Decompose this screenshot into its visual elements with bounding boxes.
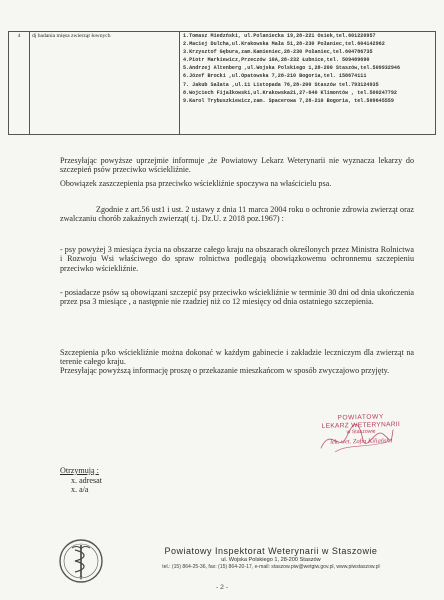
recipients-title: Otrzymują : xyxy=(60,466,99,475)
owners-table xyxy=(8,31,436,135)
veterinary-caduceus-logo-icon xyxy=(58,538,104,584)
list-item: 4.Piotr Markiewicz,Przeczów 10A,28-232 Łubnice,tel. 509489690 xyxy=(183,57,370,64)
table-row xyxy=(9,32,436,135)
list-item: 8.Wojciech Fijałkowski,ul.Krakowska21,27-640 Klimontów , tel.500247792 xyxy=(183,89,397,96)
recipient-item: x. adresat xyxy=(71,475,103,485)
list-item: 3.Krzysztof Gębura,zam.Kamieniec,28-230 Połaniec,tel.604786735 xyxy=(183,49,373,56)
svg-text:V: V xyxy=(79,575,83,581)
paragraph-obligation: Obowiązek zaszczepienia psa przeciwko wściekliźnie spoczywa na właścicielu psa. xyxy=(60,179,332,188)
footer-title: Powiatowy Inspektorat Weterynarii w Staszowie xyxy=(164,546,378,556)
stamp-line-place: w Staszowie xyxy=(346,428,376,436)
stamp-line-title: POWIATOWY xyxy=(337,413,385,422)
recipients-list xyxy=(60,466,102,495)
recipient-item: x. a/a xyxy=(71,485,89,495)
list-item: 7. Jakub Sałata ,ul.11 Listopada 76,28-200 Staszów tel.793124935 xyxy=(183,81,379,88)
list-item: 1.Tomasz Miedzński, ul.Polaniecka 19,28-221 Osiek,tel.601220957 xyxy=(183,33,376,39)
stamp-line-office: LEKARZ WETERYNARII xyxy=(321,420,401,430)
handwritten-signature xyxy=(317,418,395,460)
row-description: dj badania mięsa zwierząt łownych xyxy=(30,32,180,135)
row-number: 4 xyxy=(9,32,30,135)
paragraph-rule-age: - psy powyżej 3 miesiąca życia na obszarze całego kraju na obszarach określonych przez Ministra Rolnictwa i Rozwoju Wsi właściwego do spraw rolnictwa podlegają obowiązkowemu ochronnemu szczepieniu przeciwko wściekliźnie. xyxy=(60,245,414,273)
legal-basis-text: Zgodnie z art.56 ust1 i ust. 2 ustawy z dnia 11 marca 2004 roku o ochronie zdrowia zwierząt oraz zwalczaniu chorób zakaźnych zwierząt( t.j. Dz.U. z 2018 poz.1967) : xyxy=(60,205,414,224)
page-number: - 2 - xyxy=(215,584,229,591)
footer-contact: tel.: (15) 864-25-36, fax: (15) 864-20-17, e-mail: staszow.piw@wetgiw.gov.pl, www.piwstaszow.pl xyxy=(162,564,380,571)
paragraph-rule-schedule: - posiadacze psów są obowiązani szczepić psy przeciwko wściekliźnie w terminie 30 dni od dnia ukończenia przez psa 3 miesiące , a następnie nie rzadziej niż co 12 miesięcy od dnia ostatniego szczepienia. xyxy=(60,288,414,307)
list-item: 2.Maciej Dulcha,ul.Krakowska Mała 51,28-230 Połaniec,tel.604142962 xyxy=(183,41,385,48)
list-item: 5.Andrzej Altenberg ,ul.Wojska Polskiego 1,28-200 Staszów,tel.509932946 xyxy=(183,65,401,72)
footer-address: ul. Wojska Polskiego 1, 28-200 Staszów xyxy=(221,557,321,563)
paragraph-closing: Przesyłając powyższą informację proszę o przekazanie mieszkańcom w sposób zwyczajowo przyjęty. xyxy=(60,366,390,375)
paragraph-legal-basis xyxy=(60,205,414,224)
list-item: 9.Karol Trybuszkiewicz,zam. Spacerowa 7,28-210 Bogoria, tel.509645559 xyxy=(183,97,394,104)
paragraph-intro: Przesyłając powyższe uprzejmie informuje ,że Powiatowy Lekarz Weterynarii nie wyznacza lekarzy do szczepień psów przeciwko wściekliźnie. xyxy=(60,156,414,175)
stamp-line-name: lek. wet. Zofia Kiliańska xyxy=(330,436,393,446)
paragraph-where: Szczepienia p/ko wściekliźnie można dokonać w każdym gabinecie i zakładzie leczniczym dla zwierząt na terenie całego kraju. xyxy=(60,348,414,367)
list-item: 6.Józef Brocki ,ul.Opatowska 7,28-210 Bogoria,tel. 158674111 xyxy=(183,73,367,80)
owners-list xyxy=(180,32,436,135)
footer-contact-block xyxy=(111,546,431,571)
